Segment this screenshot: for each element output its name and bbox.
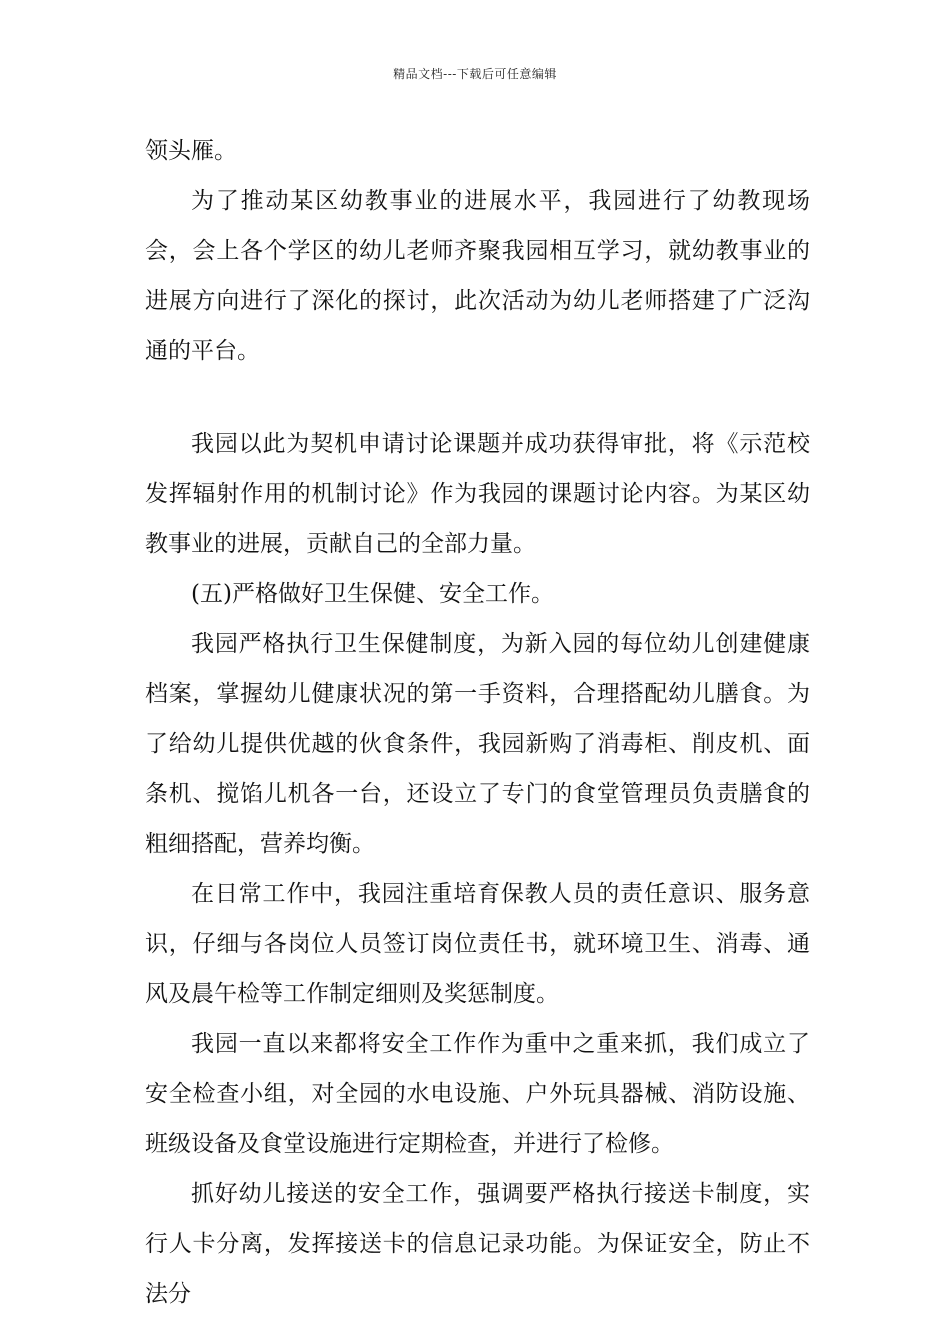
paragraph-daily-work: 在日常工作中，我园注重培育保教人员的责任意识、服务意识，仔细与各岗位人员签订岗位责任书，就环境卫生、消毒、通风及晨午检等工作制定细则及奖惩制度。	[145, 881, 810, 1007]
paragraph-health-system: 我园严格执行卫生保健制度，为新入园的每位幼儿创建健康档案，掌握幼儿健康状况的第一手资料，合理搭配幼儿膳食。为了给幼儿提供优越的伙食条件，我园新购了消毒柜、削皮机、面条机、搅馅儿机各一台，还设立了专门的食堂管理员负责膳食的粗细搭配，营养均衡。	[145, 631, 810, 857]
page-header: 精品文档---下载后可任意编辑	[393, 67, 557, 81]
paragraph-safety-inspection: 我园一直以来都将安全工作作为重中之重来抓，我们成立了安全检查小组，对全园的水电设施、户外玩具器械、消防设施、班级设备及食堂设施进行定期检查，并进行了检修。	[145, 1031, 810, 1157]
paragraph-kindergarten-conference: 为了推动某区幼教事业的进展水平，我园进行了幼教现场会，会上各个学区的幼儿老师齐聚我园相互学习，就幼教事业的进展方向进行了深化的探讨，此次活动为幼儿老师搭建了广泛沟通的平台。	[145, 188, 810, 364]
section-heading-health-safety: (五)严格做好卫生保健、安全工作。	[191, 581, 554, 607]
document-body	[145, 126, 810, 1319]
paragraph-pickup-safety: 抓好幼儿接送的安全工作，强调要严格执行接送卡制度，实行人卡分离，发挥接送卡的信息记录功能。为保证安全，防止不法分	[145, 1181, 810, 1307]
paragraph-continuation: 领头雁。	[145, 138, 237, 164]
paragraph-research-topic: 我园以此为契机申请讨论课题并成功获得审批，将《示范校发挥辐射作用的机制讨论》作为我园的课题讨论内容。为某区幼教事业的进展，贡献自己的全部力量。	[145, 431, 810, 557]
